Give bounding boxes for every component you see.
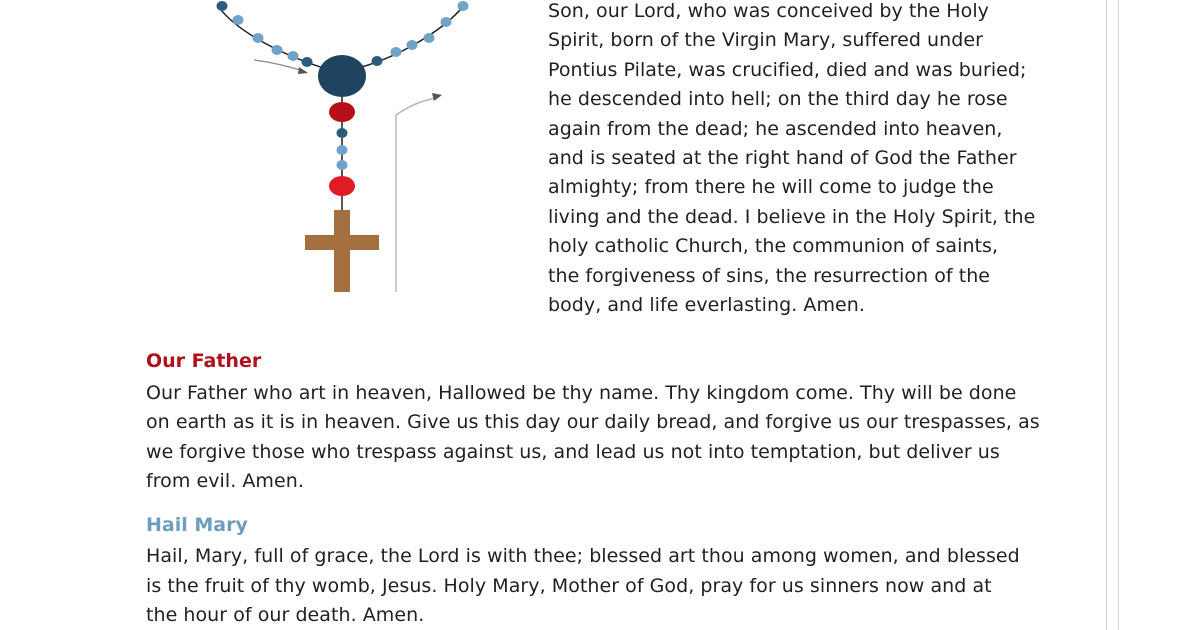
creed-line: the forgiveness of sins, the resurrection of the [548, 265, 991, 287]
bead [272, 45, 283, 55]
arrow-icon [254, 60, 308, 74]
hail-mary-line: is the fruit of thy womb, Jesus. Holy Mary, Mother of God, pray for us sinners now and at [146, 575, 992, 597]
rosary-illustration-icon [0, 0, 520, 310]
bead [217, 1, 228, 11]
creed-line: body, and life everlasting. Amen. [548, 294, 865, 316]
cross-icon [305, 210, 379, 292]
bead [391, 47, 402, 57]
creed-line: and is seated at the right hand of God the Father [548, 147, 1017, 169]
bead [253, 33, 264, 43]
hail-mary-line: the hour of our death. Amen. [146, 604, 425, 626]
hail-mary-line: Hail, Mary, full of grace, the Lord is with thee; blessed art thou among women, and blessed [146, 545, 1020, 567]
page-edge-line-right [1118, 0, 1119, 630]
red-bead [329, 102, 355, 122]
bead [337, 160, 348, 170]
our-father-line: we forgive those who trespass against us, and lead us not into temptation, but deliver us [146, 441, 1000, 463]
bead [372, 56, 383, 66]
page-edge-line-left [1106, 0, 1107, 630]
bead [288, 51, 299, 61]
rosary-centerpiece [318, 55, 366, 97]
creed-line: he descended into hell; on the third day he rose [548, 88, 1008, 110]
creed-line: living and the dead. I believe in the Holy Spirit, the [548, 206, 1036, 228]
our-father-line: from evil. Amen. [146, 470, 304, 492]
creed-line: holy catholic Church, the communion of saints, [548, 235, 999, 257]
creed-line: Pontius Pilate, was crucified, died and was buried; [548, 59, 1027, 81]
bead [441, 17, 452, 27]
bead [337, 145, 348, 155]
bead [233, 15, 244, 25]
section-heading-hail-mary: Hail Mary [146, 514, 248, 536]
creed-line: Son, our Lord, who was conceived by the Holy [548, 0, 989, 22]
rosary-chain-right [350, 4, 465, 70]
bead [407, 40, 418, 50]
rosary-chain-left [218, 6, 330, 70]
bead [337, 128, 348, 138]
bead [458, 1, 469, 11]
bead [424, 33, 435, 43]
bead [302, 57, 313, 67]
red-bead [329, 176, 355, 196]
creed-line: again from the dead; he ascended into heaven, [548, 118, 1003, 140]
our-father-line: Our Father who art in heaven, Hallowed be thy name. Thy kingdom come. Thy will be done [146, 382, 1017, 404]
section-heading-our-father: Our Father [146, 350, 262, 372]
creed-line: almighty; from there he will come to judge the [548, 176, 994, 198]
creed-line: Spirit, born of the Virgin Mary, suffered under [548, 29, 983, 51]
our-father-line: on earth as it is in heaven. Give us this day our daily bread, and forgive us our trespasses, as [146, 411, 1040, 433]
arrow-icon [396, 93, 442, 292]
